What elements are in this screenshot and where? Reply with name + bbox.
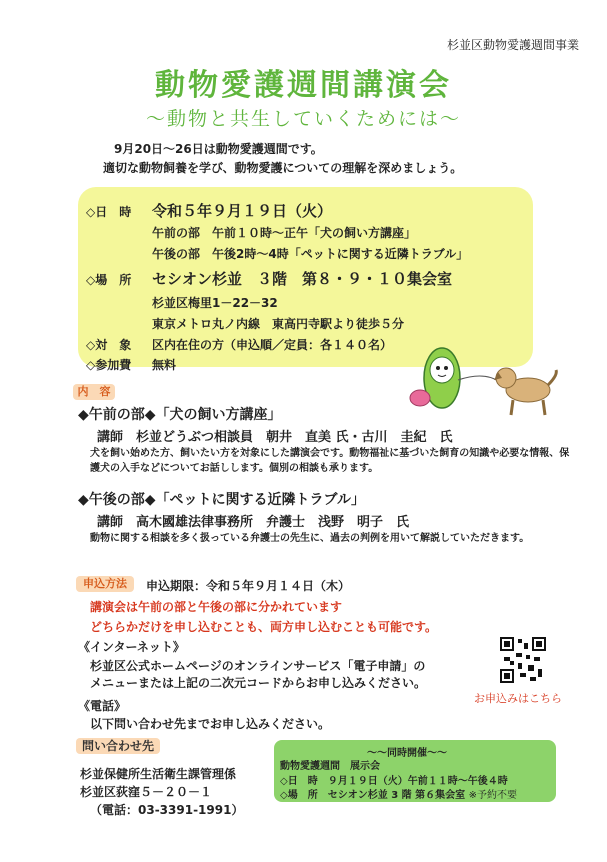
am-session: 午前の部 午前１０時～正午「犬の飼い方講座」 — [152, 226, 417, 240]
intro-line-2: 適切な動物飼養を学び、動物愛護についての理解を深めましょう。 — [103, 161, 463, 175]
internet-heading: 《インターネット》 — [78, 640, 185, 654]
fee-value: 無料 — [152, 358, 177, 372]
exhibition-reservation: ※予約不要 — [468, 790, 517, 801]
exhibition-title: 動物愛護週間 展示会 — [280, 761, 380, 772]
organizer-label: 杉並区動物愛護週間事業 — [446, 38, 579, 52]
contact-office: 杉並保健所生活衛生課管理係 — [80, 767, 237, 781]
apply-deadline: 申込期限：令和５年９月１４日（木） — [146, 579, 351, 593]
pm-session: 午後の部 午後2時～4時「ペットに関する近隣トラブル」 — [152, 247, 469, 261]
target-value: 区内在住の方（申込順／定員：各１４０名） — [152, 338, 393, 352]
phone-heading: 《電話》 — [78, 699, 127, 713]
phone-text: 以下問い合わせ先までお申し込みください。 — [90, 717, 331, 731]
exhibition-heading: ～～同時開催～～ — [367, 748, 447, 759]
intro-line-1: 9月20日～26日は動物愛護週間です。 — [114, 142, 323, 156]
page-title: 動物愛護週間講演会 — [155, 68, 452, 103]
am-lecturer: 講師 杉並どうぶつ相談員 朝井 直美 氏・古川 圭紀 氏 — [97, 430, 453, 445]
exhibition-place — [280, 786, 517, 801]
internet-text-1: 杉並区公式ホームページのオンラインサービス「電子申請」の — [90, 659, 426, 673]
pm-lecturer: 講師 高木國雄法律事務所 弁護士 浅野 明子 氏 — [97, 515, 410, 530]
address: 杉並区梅里1－22－32 — [152, 296, 278, 310]
am-title: ◆午前の部◆「犬の飼い方講座」 — [78, 407, 282, 423]
contact-address: 杉並区荻窪５－２０－１ — [80, 785, 213, 799]
access: 東京メトロ丸ノ内線 東高円寺駅より徒歩５分 — [152, 317, 405, 331]
contact-phone: （電話：03-3391-1991） — [90, 803, 244, 817]
exhibition-date: ◇日 時 ９月１９日（火）午前１１時～午後４時 — [280, 776, 508, 787]
date-label: ◇日 時 — [86, 205, 132, 219]
date-value: 令和５年９月１９日（火） — [152, 202, 333, 220]
place-label: ◇場 所 — [86, 273, 132, 287]
apply-note-1: 講演会は午前の部と午後の部に分かれています — [90, 600, 343, 614]
content-tag: 内 容 — [73, 384, 115, 400]
exhibition-place-room: 3 階 第６集会室 — [391, 790, 466, 801]
internet-text-2: メニューまたは上記の二次元コードからお申し込みください。 — [90, 676, 427, 690]
place-value: セシオン杉並 ３階 第８・９・１０集会室 — [152, 270, 453, 288]
exhibition-place-prefix: ◇場 所 セシオン杉並 — [280, 790, 388, 801]
pm-title: ◆午後の部◆「ペットに関する近隣トラブル」 — [78, 492, 365, 508]
apply-note-2: どちらかだけを申し込むことも、両方申し込むことも可能です。 — [90, 620, 438, 634]
qr-caption: お申込みはこちら — [474, 692, 562, 705]
character-dog-illustration — [398, 340, 568, 425]
apply-tag: 申込方法 — [76, 576, 134, 592]
page-subtitle: ～動物と共生していくためには～ — [145, 108, 461, 130]
fee-label: ◇参加費 — [86, 358, 132, 372]
qr-code[interactable] — [500, 637, 546, 683]
pm-description: 動物に関する相談を多く扱っている弁護士の先生に、過去の判例を用いて解説していただきます。 — [90, 533, 530, 544]
am-description: 犬を飼い始めた方、飼いたい方を対象にした講演会です。動物福祉に基づいた飼育の知識や必要な情報、保護犬の入手などについてお話しします。個別の相談も承ります。 — [90, 448, 570, 474]
target-label: ◇対 象 — [86, 338, 132, 352]
contact-tag: 問い合わせ先 — [76, 738, 160, 754]
